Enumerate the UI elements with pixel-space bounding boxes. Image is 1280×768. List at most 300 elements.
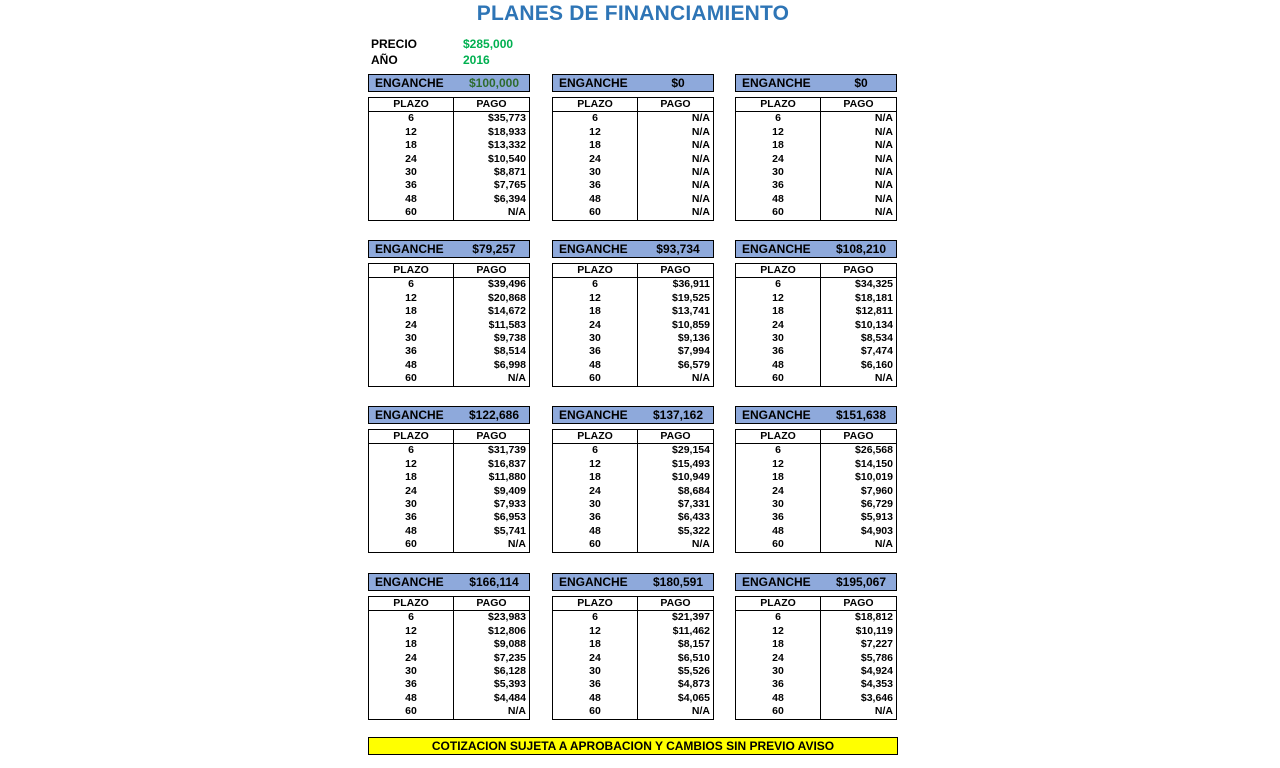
table-row [736, 458, 897, 471]
plazo-cell: 12 [736, 625, 821, 638]
plan-block [735, 573, 897, 720]
table-row [553, 611, 714, 625]
plazo-cell: 60 [736, 372, 821, 386]
table-row [553, 705, 714, 719]
table-row [553, 292, 714, 305]
precio-value: $285,000 [463, 37, 514, 51]
pago-cell: $9,088 [493, 638, 526, 651]
table-row [369, 193, 530, 206]
pago-cell: N/A [691, 166, 710, 179]
plan-block [552, 240, 714, 387]
table-row [369, 206, 530, 220]
pago-column-header: PAGO [454, 430, 530, 444]
plazo-cell: 6 [736, 278, 821, 292]
plazo-cell: 6 [736, 444, 821, 458]
plazo-cell: 30 [736, 332, 821, 345]
enganche-header [368, 240, 530, 258]
table-row [553, 652, 714, 665]
pago-cell: $34,325 [855, 278, 893, 291]
plazo-column-header: PLAZO [369, 430, 454, 444]
table-header-row [369, 98, 530, 112]
plazo-cell: 12 [736, 126, 821, 139]
plazo-cell: 48 [553, 692, 638, 705]
enganche-header [552, 573, 714, 591]
table-row [553, 525, 714, 538]
enganche-value: $195,067 [835, 575, 887, 589]
table-row [369, 638, 530, 651]
table-row [736, 638, 897, 651]
enganche-value: $122,686 [468, 408, 520, 422]
pago-cell: N/A [691, 179, 710, 192]
pago-cell: $4,353 [860, 678, 893, 691]
plazo-cell: 30 [369, 332, 454, 345]
pago-cell: $9,738 [493, 332, 526, 345]
enganche-label: ENGANCHE [375, 76, 444, 90]
table-header-row [553, 264, 714, 278]
plazo-cell: 30 [553, 665, 638, 678]
pago-cell: $7,765 [493, 179, 526, 192]
enganche-label: ENGANCHE [742, 408, 811, 422]
payment-table [735, 596, 897, 720]
plazo-column-header: PLAZO [553, 264, 638, 278]
table-row [736, 153, 897, 166]
table-row [553, 166, 714, 179]
pago-cell: $10,859 [672, 318, 710, 331]
pago-cell: $7,994 [677, 345, 710, 358]
pago-cell: N/A [691, 139, 710, 152]
plan-block [368, 406, 530, 553]
payment-table [368, 263, 530, 387]
plazo-cell: 48 [369, 525, 454, 538]
payment-table [368, 596, 530, 720]
payment-table [552, 97, 714, 221]
table-row [369, 126, 530, 139]
table-row [369, 319, 530, 332]
table-row [736, 678, 897, 691]
table-row [553, 206, 714, 220]
table-header-row [736, 430, 897, 444]
plazo-cell: 18 [369, 638, 454, 651]
enganche-label: ENGANCHE [742, 242, 811, 256]
table-row [736, 511, 897, 524]
table-row [369, 665, 530, 678]
table-row [553, 126, 714, 139]
table-row [553, 332, 714, 345]
pago-cell: $6,160 [860, 358, 893, 371]
pago-cell: $10,540 [488, 152, 526, 165]
enganche-value: $108,210 [835, 242, 887, 256]
plazo-cell: 12 [553, 458, 638, 471]
ano-row [371, 52, 490, 68]
plazo-cell: 12 [553, 126, 638, 139]
plazo-cell: 24 [553, 652, 638, 665]
plazo-cell: 12 [369, 292, 454, 305]
plazo-cell: 36 [736, 345, 821, 358]
table-row [369, 692, 530, 705]
pago-cell: $3,646 [860, 691, 893, 704]
pago-cell: N/A [691, 538, 710, 551]
table-header-row [736, 597, 897, 611]
enganche-value: $93,734 [656, 242, 700, 256]
pago-cell: N/A [874, 152, 893, 165]
payment-table [368, 429, 530, 553]
table-row [736, 485, 897, 498]
payment-table [735, 429, 897, 553]
pago-cell: $7,227 [860, 638, 893, 651]
pago-cell: $6,998 [493, 358, 526, 371]
table-row [553, 444, 714, 458]
plazo-cell: 18 [736, 305, 821, 318]
pago-cell: N/A [874, 125, 893, 138]
plazo-cell: 36 [369, 179, 454, 192]
pago-cell: $16,837 [488, 457, 526, 470]
plazo-cell: 36 [553, 511, 638, 524]
plazo-cell: 36 [553, 345, 638, 358]
pago-column-header: PAGO [454, 264, 530, 278]
ano-value: 2016 [463, 53, 490, 67]
table-row [553, 278, 714, 292]
table-row [736, 498, 897, 511]
pago-cell: $21,397 [672, 611, 710, 624]
pago-cell: N/A [691, 125, 710, 138]
plazo-cell: 18 [369, 139, 454, 152]
plazo-cell: 30 [553, 166, 638, 179]
plan-block [552, 406, 714, 553]
disclaimer-banner: COTIZACION SUJETA A APROBACION Y CAMBIOS SIN PREVIO AVISO [368, 737, 898, 755]
pago-cell: $10,019 [855, 471, 893, 484]
plazo-cell: 12 [369, 625, 454, 638]
plazo-column-header: PLAZO [369, 597, 454, 611]
plazo-cell: 12 [369, 458, 454, 471]
plazo-cell: 6 [553, 112, 638, 126]
pago-cell: $7,331 [677, 498, 710, 511]
table-row [369, 444, 530, 458]
plan-block [368, 573, 530, 720]
payment-table [552, 429, 714, 553]
pago-cell: $9,136 [677, 332, 710, 345]
pago-cell: $14,672 [488, 305, 526, 318]
table-row [369, 292, 530, 305]
plan-block [552, 573, 714, 720]
table-row [736, 665, 897, 678]
enganche-header [552, 240, 714, 258]
enganche-label: ENGANCHE [375, 408, 444, 422]
pago-cell: $5,322 [677, 524, 710, 537]
plazo-cell: 36 [369, 678, 454, 691]
pago-cell: N/A [691, 112, 710, 125]
pago-column-header: PAGO [638, 98, 714, 112]
table-row [369, 705, 530, 719]
pago-cell: $13,332 [488, 139, 526, 152]
enganche-label: ENGANCHE [559, 242, 628, 256]
plazo-cell: 30 [736, 665, 821, 678]
table-row [736, 625, 897, 638]
plazo-cell: 6 [553, 611, 638, 625]
payment-table [552, 596, 714, 720]
pago-cell: N/A [874, 166, 893, 179]
pago-cell: $9,409 [493, 484, 526, 497]
pago-cell: N/A [691, 705, 710, 718]
plazo-cell: 18 [369, 305, 454, 318]
pago-cell: $7,960 [860, 484, 893, 497]
plazo-cell: 48 [369, 193, 454, 206]
enganche-value: $180,591 [652, 575, 704, 589]
table-row [736, 305, 897, 318]
enganche-header [368, 406, 530, 424]
table-row [369, 498, 530, 511]
table-row [736, 166, 897, 179]
plazo-cell: 12 [369, 126, 454, 139]
plazo-cell: 60 [736, 538, 821, 552]
plazo-cell: 48 [553, 193, 638, 206]
pago-cell: $11,462 [672, 624, 710, 637]
pago-cell: $12,811 [855, 305, 893, 318]
payment-table [735, 263, 897, 387]
payment-table [735, 97, 897, 221]
plazo-cell: 36 [369, 345, 454, 358]
table-row [736, 611, 897, 625]
table-row [553, 511, 714, 524]
plazo-column-header: PLAZO [736, 597, 821, 611]
pago-cell: $29,154 [672, 444, 710, 457]
table-row [736, 538, 897, 552]
pago-cell: $8,514 [493, 345, 526, 358]
pago-cell: N/A [874, 206, 893, 219]
plazo-cell: 24 [736, 485, 821, 498]
plazo-cell: 30 [553, 498, 638, 511]
table-row [369, 345, 530, 358]
pago-cell: $8,871 [493, 166, 526, 179]
pago-cell: N/A [507, 206, 526, 219]
pago-cell: $18,933 [488, 125, 526, 138]
plazo-cell: 48 [553, 525, 638, 538]
table-row [369, 485, 530, 498]
enganche-header [735, 406, 897, 424]
table-row [736, 193, 897, 206]
table-row [736, 278, 897, 292]
plazo-cell: 12 [736, 458, 821, 471]
table-row [369, 112, 530, 126]
pago-cell: $7,474 [860, 345, 893, 358]
plazo-cell: 60 [736, 206, 821, 220]
plazo-cell: 18 [553, 139, 638, 152]
table-row [736, 471, 897, 484]
plazo-cell: 48 [553, 359, 638, 372]
enganche-value: $0 [671, 76, 685, 90]
plazo-cell: 18 [736, 471, 821, 484]
pago-cell: $6,729 [860, 498, 893, 511]
enganche-label: ENGANCHE [559, 76, 628, 90]
plazo-column-header: PLAZO [553, 98, 638, 112]
enganche-header [552, 406, 714, 424]
plazo-cell: 30 [369, 166, 454, 179]
pago-cell: $35,773 [488, 112, 526, 125]
table-row [553, 319, 714, 332]
plazo-cell: 48 [369, 692, 454, 705]
plazo-cell: 18 [553, 471, 638, 484]
table-row [369, 179, 530, 192]
pago-cell: N/A [874, 538, 893, 551]
table-row [553, 458, 714, 471]
pago-cell: $8,157 [677, 638, 710, 651]
plazo-cell: 36 [736, 511, 821, 524]
table-row [736, 444, 897, 458]
plazo-cell: 6 [553, 278, 638, 292]
table-row [553, 638, 714, 651]
plazo-cell: 24 [553, 153, 638, 166]
pago-cell: N/A [874, 192, 893, 205]
pago-cell: $6,953 [493, 511, 526, 524]
plazo-cell: 48 [369, 359, 454, 372]
pago-cell: $8,534 [860, 332, 893, 345]
pago-cell: $20,868 [488, 291, 526, 304]
pago-cell: $10,119 [855, 624, 893, 637]
table-row [369, 458, 530, 471]
plazo-cell: 6 [736, 611, 821, 625]
plazo-cell: 48 [736, 193, 821, 206]
plazo-cell: 12 [553, 625, 638, 638]
table-header-row [553, 430, 714, 444]
plazo-cell: 48 [736, 359, 821, 372]
plazo-cell: 60 [369, 538, 454, 552]
pago-cell: $14,150 [855, 457, 893, 470]
plazo-cell: 60 [369, 372, 454, 386]
plazo-cell: 30 [369, 498, 454, 511]
pago-cell: $4,903 [860, 524, 893, 537]
plazo-column-header: PLAZO [553, 430, 638, 444]
pago-cell: N/A [507, 372, 526, 385]
table-row [736, 112, 897, 126]
plazo-cell: 36 [736, 179, 821, 192]
pago-cell: N/A [691, 192, 710, 205]
table-row [369, 153, 530, 166]
plazo-cell: 6 [369, 444, 454, 458]
plazo-cell: 60 [736, 705, 821, 719]
table-row [369, 471, 530, 484]
pago-column-header: PAGO [821, 264, 897, 278]
pago-cell: $31,739 [488, 444, 526, 457]
plazo-cell: 6 [369, 611, 454, 625]
plan-block [735, 240, 897, 387]
pago-cell: $15,493 [672, 457, 710, 470]
plazo-cell: 24 [369, 319, 454, 332]
table-row [553, 153, 714, 166]
plazo-cell: 60 [369, 705, 454, 719]
pago-cell: $11,583 [488, 318, 526, 331]
enganche-value: $151,638 [835, 408, 887, 422]
plazo-cell: 60 [553, 538, 638, 552]
table-row [553, 665, 714, 678]
pago-cell: $8,684 [677, 484, 710, 497]
plazo-cell: 36 [369, 511, 454, 524]
pago-cell: $6,128 [493, 665, 526, 678]
table-header-row [736, 98, 897, 112]
pago-column-header: PAGO [638, 430, 714, 444]
pago-cell: N/A [507, 538, 526, 551]
pago-cell: $5,393 [493, 678, 526, 691]
plazo-cell: 18 [553, 305, 638, 318]
table-row [736, 345, 897, 358]
pago-cell: $10,134 [855, 318, 893, 331]
plazo-cell: 6 [369, 278, 454, 292]
table-row [553, 485, 714, 498]
plazo-column-header: PLAZO [736, 98, 821, 112]
plazo-cell: 48 [736, 525, 821, 538]
pago-cell: $5,741 [493, 524, 526, 537]
plazo-cell: 6 [369, 112, 454, 126]
pago-cell: N/A [691, 152, 710, 165]
table-row [736, 372, 897, 386]
plazo-cell: 24 [736, 319, 821, 332]
pago-cell: $19,525 [672, 291, 710, 304]
table-row [369, 372, 530, 386]
table-row [369, 538, 530, 552]
enganche-label: ENGANCHE [375, 575, 444, 589]
enganche-label: ENGANCHE [559, 408, 628, 422]
pago-cell: $6,394 [493, 192, 526, 205]
plazo-cell: 36 [553, 678, 638, 691]
plazo-cell: 48 [736, 692, 821, 705]
enganche-value: $0 [854, 76, 868, 90]
plazo-cell: 24 [736, 153, 821, 166]
table-row [553, 139, 714, 152]
table-row [553, 625, 714, 638]
pago-cell: $18,812 [855, 611, 893, 624]
pago-cell: N/A [874, 705, 893, 718]
pago-cell: N/A [874, 179, 893, 192]
table-row [553, 112, 714, 126]
pago-cell: $5,786 [860, 651, 893, 664]
plazo-cell: 24 [553, 485, 638, 498]
table-row [736, 292, 897, 305]
pago-cell: $18,181 [855, 291, 893, 304]
payment-table [368, 97, 530, 221]
plan-block [735, 74, 897, 221]
table-row [736, 525, 897, 538]
table-header-row [736, 264, 897, 278]
pago-cell: $5,913 [860, 511, 893, 524]
enganche-header [735, 74, 897, 92]
table-row [736, 692, 897, 705]
pago-cell: N/A [874, 139, 893, 152]
plazo-cell: 18 [553, 638, 638, 651]
plazo-column-header: PLAZO [553, 597, 638, 611]
table-row [736, 332, 897, 345]
plazo-cell: 60 [369, 206, 454, 220]
enganche-label: ENGANCHE [559, 575, 628, 589]
table-row [736, 206, 897, 220]
table-row [736, 319, 897, 332]
table-row [369, 525, 530, 538]
pago-cell: $6,433 [677, 511, 710, 524]
pago-cell: N/A [874, 372, 893, 385]
pago-cell: $11,880 [488, 471, 526, 484]
pago-cell: $36,911 [672, 278, 710, 291]
plazo-cell: 36 [736, 678, 821, 691]
enganche-value: $137,162 [652, 408, 704, 422]
table-row [369, 611, 530, 625]
page-title: PLANES DE FINANCIAMIENTO [476, 2, 790, 25]
pago-cell: N/A [507, 705, 526, 718]
enganche-label: ENGANCHE [742, 76, 811, 90]
enganche-label: ENGANCHE [742, 575, 811, 589]
table-row [369, 332, 530, 345]
pago-cell: N/A [874, 112, 893, 125]
plazo-cell: 6 [553, 444, 638, 458]
plazo-cell: 24 [369, 652, 454, 665]
pago-cell: N/A [691, 206, 710, 219]
table-row [736, 139, 897, 152]
